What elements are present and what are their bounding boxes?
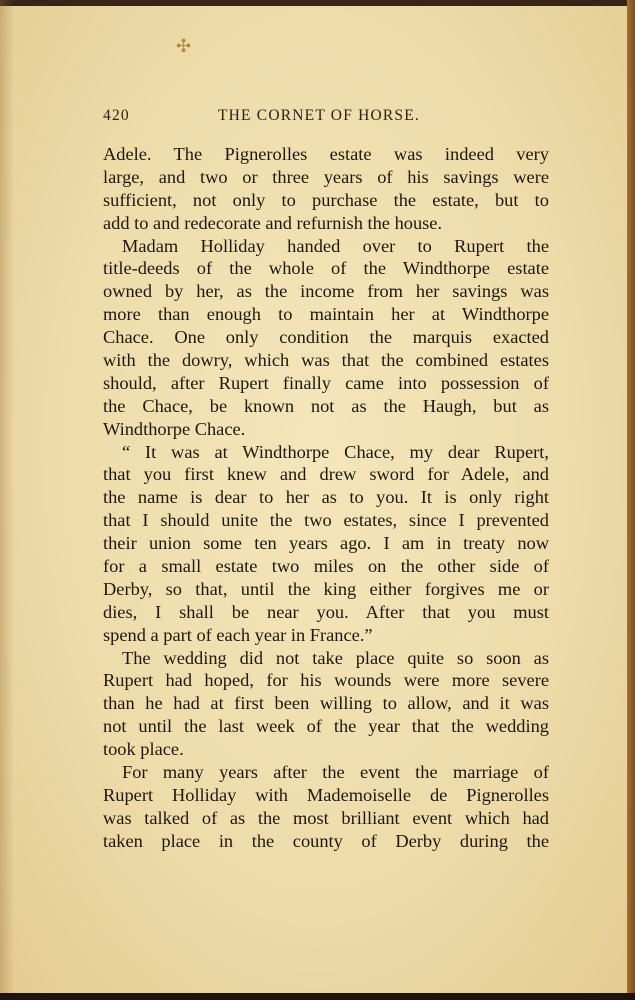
- page-right-edge: [627, 0, 635, 1000]
- text-line: Rupert had hoped, for his wounds were more severe: [103, 670, 549, 691]
- text-line: The wedding did not take place quite so soon as: [122, 647, 549, 668]
- text-line: their union some ten years ago. I am in treaty now: [103, 533, 549, 554]
- text-line: the Chace, be known not as the Haugh, but as: [103, 395, 549, 416]
- text-line: owned by her, as the income from her savings was: [103, 281, 549, 302]
- text-line: Rupert Holliday with Mademoiselle de Pignerolles: [103, 784, 549, 805]
- text-line: for a small estate two miles on the other side of: [103, 556, 549, 577]
- text-line: more than enough to maintain her at Windthorpe: [103, 304, 549, 325]
- page-gutter-shade: [0, 0, 14, 1000]
- text-line: For many years after the event the marriage of: [122, 762, 549, 783]
- text-line: spend a part of each year in France.”: [103, 624, 373, 645]
- text-line: sufficient, not only to purchase the estate, but to: [103, 189, 549, 210]
- text-line: Chace. One only condition the marquis exacted: [103, 327, 549, 348]
- text-line: “ It was at Windthorpe Chace, my dear Rupert,: [122, 441, 549, 462]
- text-line: should, after Rupert finally came into possession of: [103, 372, 549, 393]
- text-line: took place.: [103, 739, 184, 760]
- page-number: 420: [103, 107, 130, 124]
- text-line: that I should unite the two estates, since I prevented: [103, 510, 549, 531]
- text-line: than he had at first been willing to allow, and it was: [103, 693, 549, 714]
- text-line: the name is dear to her as to you. It is only right: [103, 487, 549, 508]
- running-title: THE CORNET OF HORSE.: [218, 107, 420, 124]
- text-line: with the dowry, which was that the combined estates: [103, 350, 549, 371]
- text-line: not until the last week of the year that the wedding: [103, 716, 549, 737]
- page-header: [103, 107, 549, 127]
- page-bottom-edge: [0, 993, 635, 1000]
- text-line: dies, I shall be near you. After that you must: [103, 601, 549, 622]
- ink-ornament-mark: ✣: [176, 36, 192, 57]
- text-line: taken place in the county of Derby during the: [103, 830, 549, 851]
- text-line: Madam Holliday handed over to Rupert the: [122, 235, 549, 256]
- text-line: was talked of as the most brilliant event which had: [103, 807, 549, 828]
- text-line: that you first knew and drew sword for Adele, and: [103, 464, 549, 485]
- body-text: [103, 143, 549, 853]
- text-line: large, and two or three years of his savings were: [103, 166, 549, 187]
- page-top-edge: [0, 0, 635, 6]
- text-line: Derby, so that, until the king either forgives me or: [103, 578, 549, 599]
- text-line: add to and redecorate and refurnish the house.: [103, 212, 443, 233]
- text-line: Adele. The Pignerolles estate was indeed very: [103, 144, 549, 164]
- text-line: title-deeds of the whole of the Windthorpe estate: [103, 258, 549, 279]
- text-line: Windthorpe Chace.: [103, 418, 246, 439]
